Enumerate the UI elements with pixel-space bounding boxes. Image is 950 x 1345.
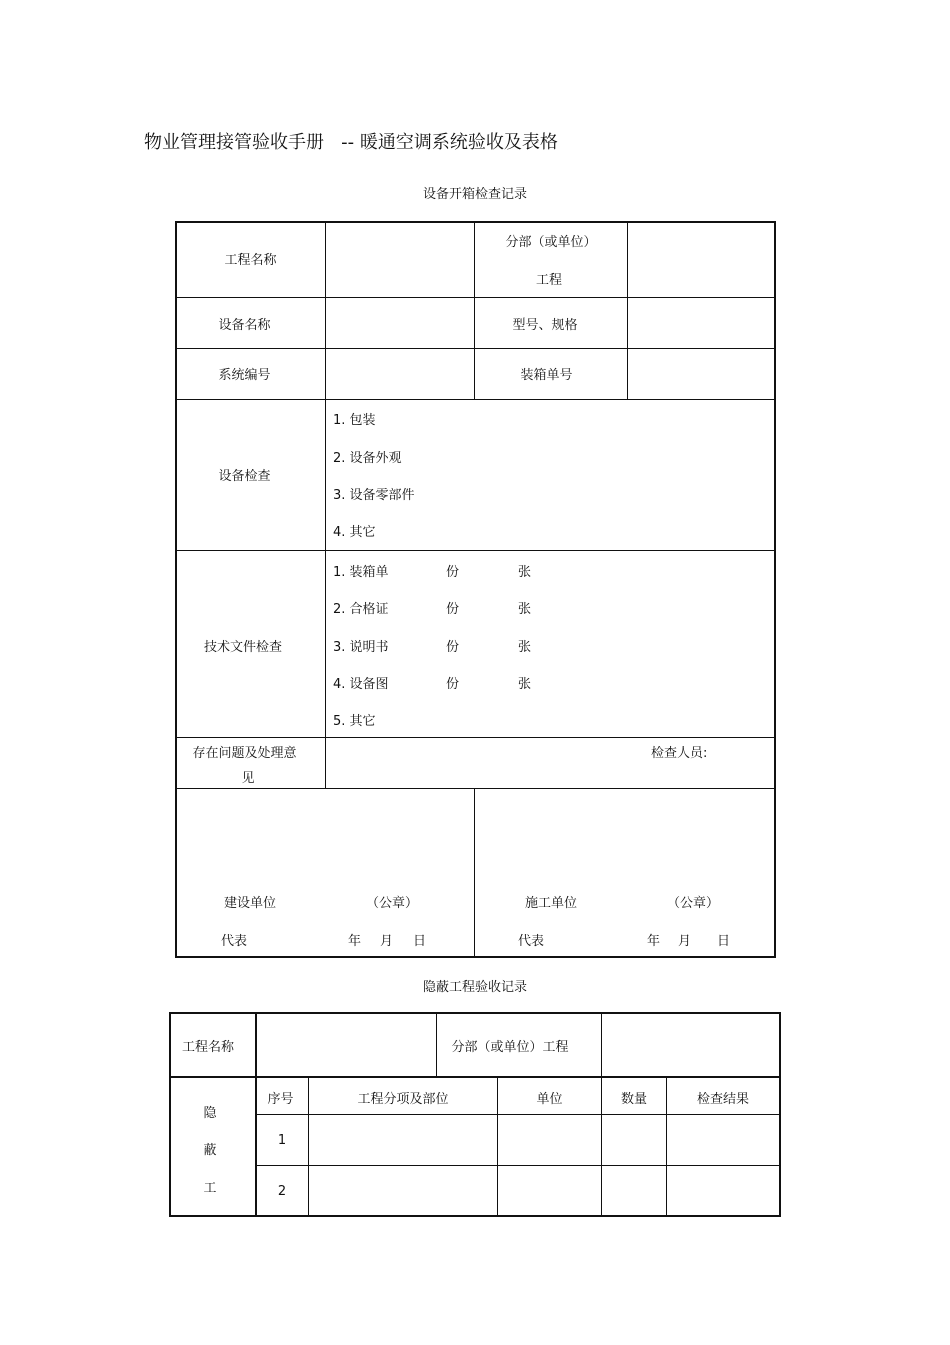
table2-project-name-label: 工程名称 [181, 1040, 234, 1055]
table1-title: 设备开箱检查记录 [422, 187, 527, 202]
col-header-qty: 数量 [620, 1092, 647, 1107]
table-row-seq: 1 [277, 1133, 287, 1148]
tech-doc-item-name: 3. 说明书 [333, 640, 389, 655]
table1-hline [176, 550, 775, 551]
concealed-side-char: 工 [203, 1181, 217, 1196]
tech-doc-item-sheets: 张 [518, 602, 532, 617]
sign-right-year: 年 [647, 934, 661, 949]
table1-hline [176, 399, 775, 400]
table1-hline [176, 737, 775, 738]
table2-title: 隐蔽工程验收记录 [422, 980, 527, 995]
col-header-unit: 单位 [536, 1092, 563, 1107]
issues-label-line1: 存在问题及处理意 [192, 746, 297, 761]
sign-right-seal: （公章） [667, 896, 720, 911]
table1-vline [325, 222, 326, 788]
table2-hline [256, 1114, 780, 1115]
packing-list-no-label: 装箱单号 [520, 368, 573, 383]
tech-doc-item-copies: 份 [446, 640, 460, 655]
sign-right-month: 月 [678, 934, 692, 949]
subunit-label-line1: 分部（或单位） [505, 235, 597, 250]
tech-doc-item-sheets: 张 [518, 640, 532, 655]
model-spec-label: 型号、规格 [512, 318, 578, 333]
equipment-check-label: 设备检查 [218, 469, 271, 484]
sign-left-seal: （公章） [366, 896, 419, 911]
table1-vline [474, 788, 475, 957]
sign-left-unit: 建设单位 [224, 896, 277, 911]
subunit-label-line2: 工程 [535, 273, 562, 288]
col-header-seq: 序号 [267, 1092, 294, 1107]
equipment-check-item: 4. 其它 [333, 525, 376, 540]
sign-left-month: 月 [380, 934, 394, 949]
tech-doc-item-copies: 份 [446, 602, 460, 617]
sign-right-day: 日 [717, 934, 731, 949]
tech-doc-item-copies: 份 [446, 565, 460, 580]
tech-doc-item-name: 1. 装箱单 [333, 565, 389, 580]
sign-right-rep: 代表 [518, 934, 545, 949]
table1-vline [627, 222, 628, 399]
table2-vline [601, 1013, 602, 1216]
concealed-side-char: 蔽 [203, 1143, 217, 1158]
tech-doc-item-sheets: 张 [518, 565, 532, 580]
table2-subunit-label: 分部（或单位）工程 [451, 1040, 569, 1055]
table1-hline [176, 348, 775, 349]
sign-right-unit: 施工单位 [525, 896, 578, 911]
equipment-name-label: 设备名称 [218, 318, 271, 333]
concealed-side-char: 隐 [203, 1106, 217, 1121]
col-header-result: 检查结果 [696, 1092, 749, 1107]
tech-doc-item-name: 2. 合格证 [333, 602, 389, 617]
table1-hline [176, 297, 775, 298]
sign-left-year: 年 [348, 934, 362, 949]
issues-label-line2: 见 [241, 771, 255, 786]
table2-hline [170, 1076, 780, 1078]
equipment-check-item: 2. 设备外观 [333, 451, 402, 466]
tech-doc-item-copies: 份 [446, 677, 460, 692]
doc-title: 物业管理接管验收手册 -- 暖通空调系统验收及表格 [144, 132, 558, 153]
tech-doc-item-name: 5. 其它 [333, 714, 376, 729]
table-row-seq: 2 [277, 1184, 287, 1199]
tech-doc-item-sheets: 张 [518, 677, 532, 692]
equipment-check-item: 1. 包装 [333, 413, 376, 428]
sign-left-rep: 代表 [221, 934, 248, 949]
col-header-item: 工程分项及部位 [357, 1092, 449, 1107]
tech-doc-check-label: 技术文件检查 [203, 640, 282, 655]
system-no-label: 系统编号 [218, 368, 271, 383]
inspector-label: 检查人员: [651, 746, 708, 761]
table1-hline [176, 788, 775, 789]
project-name-label: 工程名称 [224, 253, 277, 268]
table2-hline [256, 1165, 780, 1166]
equipment-check-item: 3. 设备零部件 [333, 488, 415, 503]
tech-doc-item-name: 4. 设备图 [333, 677, 389, 692]
sign-left-day: 日 [413, 934, 427, 949]
